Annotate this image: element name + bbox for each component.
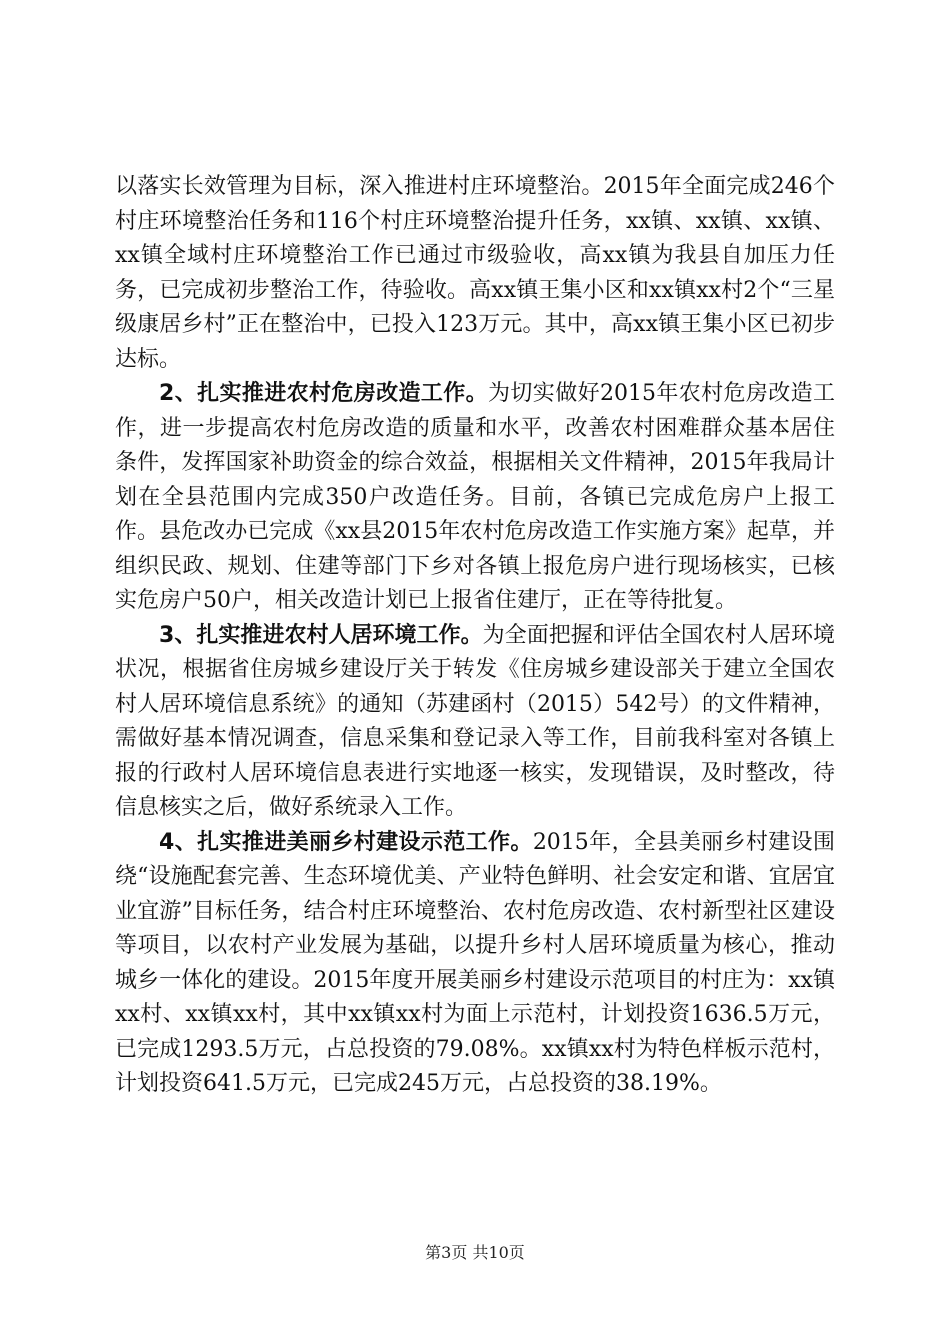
paragraph-heading: 4、扎实推进美丽乡村建设示范工作。	[159, 829, 533, 855]
paragraph-2	[115, 377, 835, 619]
paragraph-text: 为切实做好2015年农村危房改造工作，进一步提高农村危房改造的质量和水平，改善农村困难群众基本居住条件，发挥国家补助资金的综合效益，根据相关文件精神，2015年我局计划在全县范围内完成350户改造任务。目前，各镇已完成危房户上报工作。县危改办已完成《xx县2015年农村危房改造工作实施方案》起草，并组织民政、规划、住建等部门下乡对各镇上报危房户进行现场核实，已核实危房户50户，相关改造计划已上报省住建厅，正在等待批复。	[115, 381, 835, 613]
paragraph-1	[115, 170, 835, 377]
paragraph-text: 以落实长效管理为目标，深入推进村庄环境整治。2015年全面完成246个村庄环境整治任务和116个村庄环境整治提升任务，xx镇、xx镇、xx镇、xx镇全域村庄环境整治工作已通过市级验收，高xx镇为我县自加压力任务，已完成初步整治工作，待验收。高xx镇王集小区和xx镇xx村2个“三星级康居乡村”正在整治中，已投入123万元。其中，高xx镇王集小区已初步达标。	[115, 174, 835, 372]
paragraph-3	[115, 619, 835, 826]
paragraph-heading: 2、扎实推进农村危房改造工作。	[159, 381, 489, 406]
paragraph-text: 为全面把握和评估全国农村人居环境状况，根据省住房城乡建设厅关于转发《住房城乡建设部关于建立全国农村人居环境信息系统》的通知（苏建函村（2015）542号）的文件精神，需做好基本情况调查，信息采集和登记录入等工作，目前我科室对各镇上报的行政村人居环境信息表进行实地逐一核实，发现错误，及时整改，待信息核实之后，做好系统录入工作。	[115, 622, 835, 820]
page-number-label: 第3页 共10页	[425, 1243, 525, 1262]
paragraph-text: 2015年，全县美丽乡村建设围绕“设施配套完善、生态环境优美、产业特色鲜明、社会安定和谐、宜居宜业宜游”目标任务，结合村庄环境整治、农村危房改造、农村新型社区建设等项目，以农村产业发展为基础，以提升乡村人居环境质量为核心，推动城乡一体化的建设。2015年度开展美丽乡村建设示范项目的村庄为：xx镇xx村、xx镇xx村，其中xx镇xx村为面上示范村，计划投资1636.5万元，已完成1293.5万元，占总投资的79.08%。xx镇xx村为特色样板示范村，计划投资641.5万元，已完成245万元，占总投资的38.19%。	[115, 829, 836, 1096]
paragraph-heading: 3、扎实推进农村人居环境工作。	[159, 622, 483, 648]
page-footer	[0, 1240, 950, 1263]
paragraph-4	[115, 826, 835, 1102]
document-body	[115, 170, 835, 1102]
